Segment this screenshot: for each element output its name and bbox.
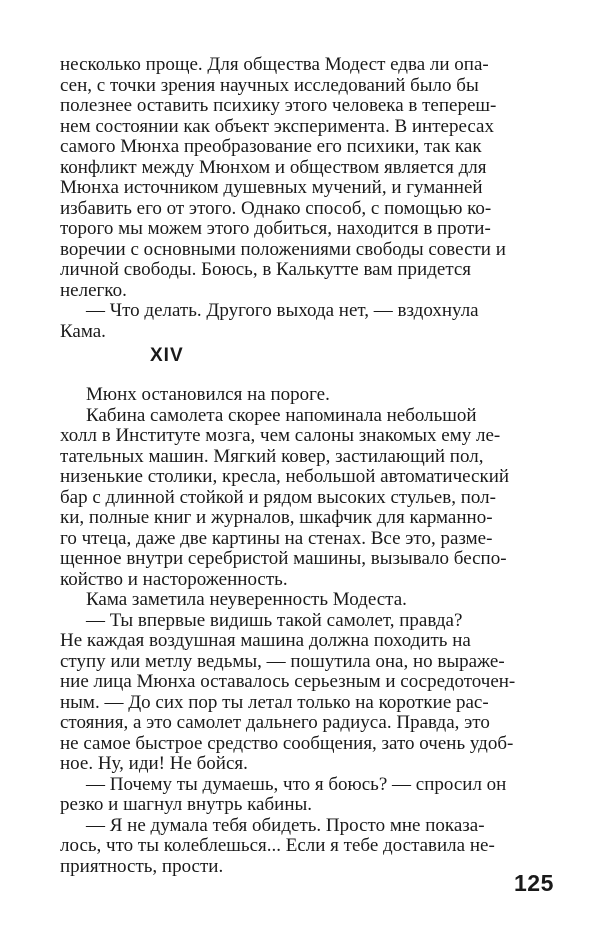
- page-number: 125: [514, 870, 554, 896]
- text-line: сен, с точки зрения научных исследований было бы: [60, 75, 479, 96]
- text-line: резко и шагнул внутрь кабины.: [60, 795, 313, 815]
- text-line: ние лица Мюнха оставалось серьезным и сосредоточен-: [60, 672, 516, 692]
- text-line: ки, полные книг и журналов, шкафчик для карманно-: [60, 508, 493, 528]
- text-line: — Я не думала тебя обидеть. Просто мне показа-: [86, 815, 485, 836]
- text-line: — Ты впервые видишь такой самолет, правда?: [86, 610, 463, 631]
- text-line: Мюнх остановился на пороге.: [86, 385, 330, 405]
- text-line: — Почему ты думаешь, что я боюсь? — спросил он: [86, 774, 507, 795]
- text-line: стояния, а это самолет дальнего радиуса. Правда, это: [60, 713, 490, 733]
- text-line: нем состоянии как объект эксперимента. В интересах: [60, 116, 494, 137]
- text-line: личной свободы. Боюсь, в Калькутте вам придется: [60, 260, 472, 280]
- text-line: нелегко.: [60, 280, 127, 301]
- text-line: ным. — До сих пор ты летал только на короткие рас-: [60, 692, 489, 713]
- text-block-bottom: [60, 385, 544, 877]
- text-block-top: [60, 55, 544, 342]
- text-line: койство и настороженность.: [60, 569, 288, 590]
- text-line: торого мы можем этого добиться, находится в проти-: [60, 219, 491, 239]
- text-line: приятность, прости.: [60, 856, 224, 877]
- text-line: тательных машин. Мягкий ковер, застилающий пол,: [60, 446, 484, 467]
- text-line: ступу или метлу ведьмы, — пошутила она, но выраже-: [60, 651, 505, 672]
- text-line: не самое быстрое средство сообщения, зато очень удоб-: [60, 733, 514, 754]
- text-line: щенное внутри серебристой машины, вызывало беспо-: [60, 549, 507, 569]
- text-line: Кама.: [60, 321, 106, 342]
- text-line: ное. Ну, иди! Не бойся.: [60, 754, 248, 774]
- text-line: Кабина самолета скорее напоминала небольшой: [86, 405, 477, 426]
- text-line: несколько проще. Для общества Модест едва ли опа-: [60, 55, 489, 75]
- text-line: избавить его от этого. Однако способ, с помощью ко-: [60, 198, 492, 219]
- text-line: Мюнха источником душевных мучений, и гуманней: [60, 178, 483, 198]
- text-line: Кама заметила неуверенность Модеста.: [86, 590, 407, 610]
- text-line: самого Мюнха преобразование его психики, так как: [60, 137, 482, 157]
- text-line: бар с длинной стойкой и рядом высоких стульев, пол-: [60, 487, 496, 508]
- text-line: полезнее оставить психику этого человека в тепереш-: [60, 96, 497, 116]
- text-line: низенькие столики, кресла, небольшой автоматический: [60, 467, 510, 487]
- section-heading: XIV: [150, 345, 184, 366]
- text-line: конфликт между Мюнхом и обществом является для: [60, 157, 487, 178]
- text-line: лось, что ты колеблешься... Если я тебе доставила не-: [60, 836, 495, 856]
- text-line: — Что делать. Другого выхода нет, — вздохнула: [86, 301, 479, 321]
- text-line: воречии с основными положениями свободы совести и: [60, 239, 506, 260]
- text-line: холл в Институте мозга, чем салоны знакомых ему ле-: [60, 426, 501, 446]
- text-line: го чтеца, даже две картины на стенах. Все это, разме-: [60, 528, 493, 549]
- text-line: Не каждая воздушная машина должна походить на: [60, 631, 471, 651]
